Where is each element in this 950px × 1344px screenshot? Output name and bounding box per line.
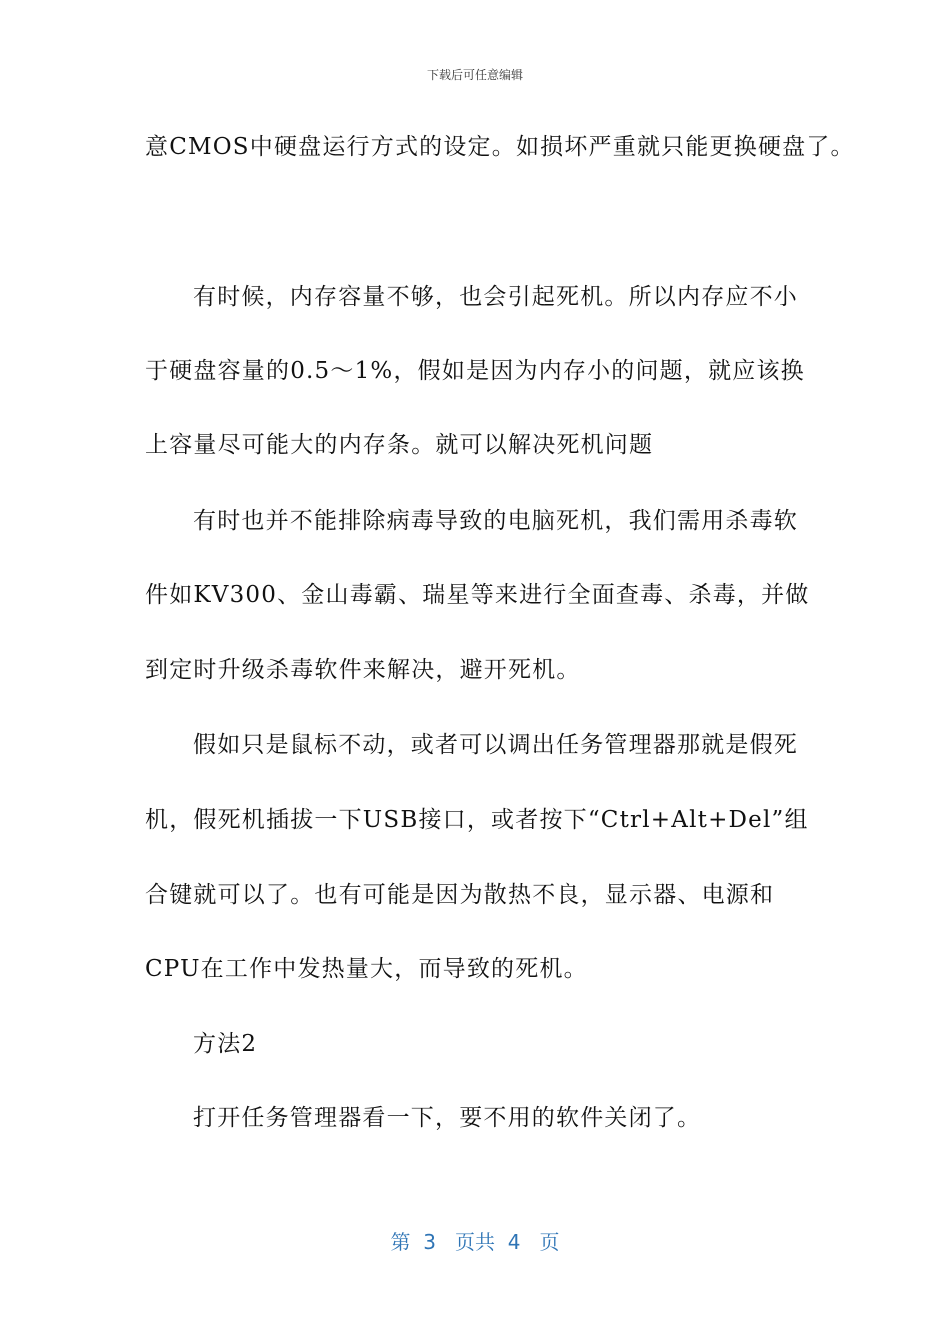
footer-current-page: 3 — [423, 1230, 436, 1254]
text-line: CPU在工作中发热量大，而导致的死机。 — [145, 956, 588, 982]
page-footer — [0, 1226, 950, 1255]
page-header: 下载后可任意编辑 — [426, 68, 523, 82]
paragraph-start-line: 有时也并不能排除病毒导致的电脑死机，我们需用杀毒软 — [193, 508, 798, 534]
footer-middle: 页共 — [455, 1230, 495, 1254]
footer-prefix: 第 — [390, 1230, 411, 1254]
footer-total-pages: 4 — [507, 1230, 521, 1254]
text-line: 件如KV300、金山毒霸、瑞星等来进行全面查毒、杀毒，并做 — [145, 582, 810, 608]
footer-suffix: 页 — [539, 1230, 560, 1254]
paragraph-start-line: 有时候，内存容量不够，也会引起死机。所以内存应不小 — [193, 284, 798, 310]
text-line: 上容量尽可能大的内存条。就可以解决死机问题 — [145, 432, 654, 458]
paragraph-start-line: 打开任务管理器看一下，要不用的软件关闭了。 — [193, 1105, 702, 1131]
text-line: 机，假死机插拔一下USB接口，或者按下“Ctrl+Alt+Del”组 — [145, 807, 809, 833]
text-line: 意CMOS中硬盘运行方式的设定。如损坏严重就只能更换硬盘了。 — [145, 134, 855, 160]
text-line: 到定时升级杀毒软件来解决，避开死机。 — [145, 657, 581, 683]
text-line: 合键就可以了。也有可能是因为散热不良，显示器、电源和 — [145, 882, 775, 908]
paragraph-start-line: 假如只是鼠标不动，或者可以调出任务管理器那就是假死 — [193, 732, 798, 758]
section-heading: 方法2 — [193, 1031, 258, 1057]
text-line: 于硬盘容量的0.5～1%，假如是因为内存小的问题，就应该换 — [145, 358, 805, 384]
